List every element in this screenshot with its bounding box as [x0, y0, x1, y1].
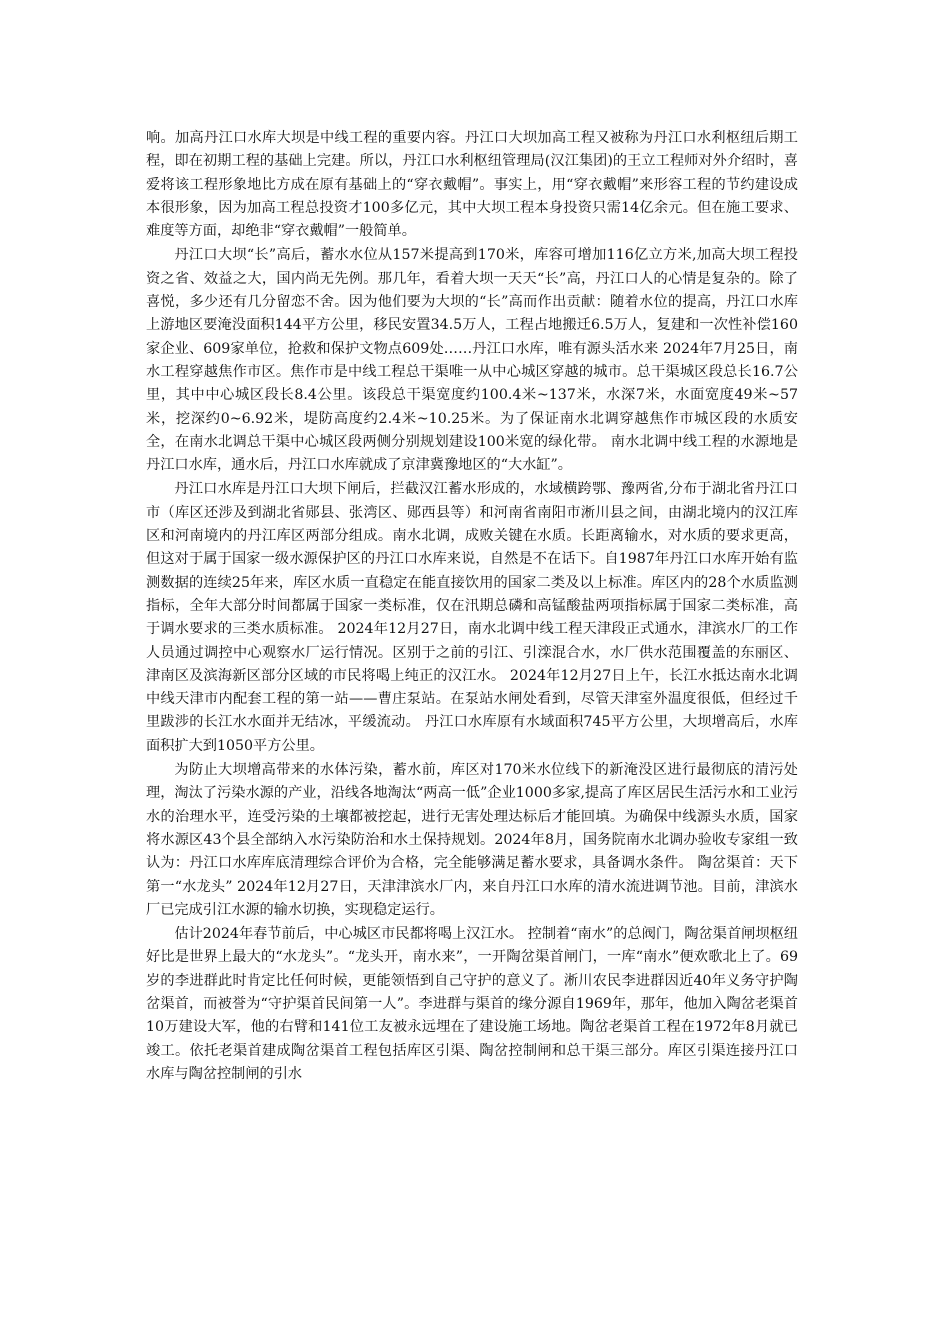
- paragraph-5: 估计2024年春节前后，中心城区市民都将喝上汉江水。 控制着“南水”的总阀门，陶岔渠首闸坝枢纽好比是世界上最大的“水龙头”。“龙头开，南水来”，一开陶岔渠首闸门，一库“南水”便欢歌北上了。69岁的李进群此时肯定比任何时候，更能领悟到自己守护的意义了。淅川农民李进群因近40年义务守护陶岔渠首，而被誉为“守护渠首民间第一人”。李进群与渠首的缘分源自1969年，那年，他加入陶岔老渠首10万建设大军，他的右臂和141位工友被永远埋在了建设施工场地。陶岔老渠首工程在1972年8月就已竣工。依托老渠首建成陶岔渠首工程包括库区引渠、陶岔控制闸和总干渠三部分。库区引渠连接丹江口水库与陶岔控制闸的引水: [146, 926, 798, 1082]
- paragraph-4: 为防止大坝增高带来的水体污染，蓄水前，库区对170米水位线下的新淹没区进行最彻底的清污处理，淘汰了污染水源的产业，沿线各地淘汰“两高一低”企业1000多家,提高了库区居民生活污水和工业污水的治理水平，连受污染的土壤都被挖起，进行无害处理达标后才能回填。为确保中线源头水质，国家将水源区43个县全部纳入水污染防治和水土保持规划。2024年8月，国务院南水北调办验收专家组一致认为：丹江口水库库底清理综合评价为合格，完全能够满足蓄水要求，具备调水条件。 陶岔渠首：天下第一“水龙头” 2024年12月27日，天津津滨水厂内，来自丹江口水库的清水流进调节池。目前，津滨水厂已完成引江水源的输水切换，实现稳定运行。: [146, 762, 798, 918]
- paragraph-3: 丹江口水库是丹江口大坝下闸后，拦截汉江蓄水形成的，水域横跨鄂、豫两省,分布于湖北省丹江口市（库区还涉及到湖北省郧县、张湾区、郧西县等）和河南省南阳市淅川县之间，由湖北境内的汉江库区和河南境内的丹江库区两部分组成。南水北调，成败关键在水质。长距离输水，对水质的要求更高，但这对于属于国家一级水源保护区的丹江口水库来说，自然是不在话下。自1987年丹江口水库开始有监测数据的连续25年来，库区水质一直稳定在能直接饮用的国家二类及以上标准。库区内的28个水质监测指标，全年大部分时间都属于国家一类标准，仅在汛期总磷和高锰酸盐两项指标属于国家二类标准，高于调水要求的三类水质标准。 2024年12月27日，南水北调中线工程天津段正式通水，津滨水厂的工作人员通过调控中心观察水厂运行情况。区别于之前的引江、引滦混合水，水厂供水范围覆盖的东丽区、津南区及滨海新区部分区域的市民将喝上纯正的汉江水。 2024年12月27日上午，长江水抵达南水北调中线天津市内配套工程的第一站——曹庄泵站。在泵站水闸处看到，尽管天津室外温度很低，但经过千里跋涉的长江水水面并无结冰，平缓流动。 丹江口水库原有水域面积745平方公里，大坝增高后，水库面积扩大到1050平方公里。: [146, 481, 798, 754]
- document-page: [146, 127, 798, 1087]
- paragraph-1: 响。加高丹江口水库大坝是中线工程的重要内容。丹江口大坝加高工程又被称为丹江口水利枢纽后期工程，即在初期工程的基础上完建。所以，丹江口水利枢纽管理局(汉江集团)的王立工程师对外介绍时，喜爱将该工程形象地比方成在原有基础上的“穿衣戴帽”。事实上，用“穿衣戴帽”来形容工程的节约建设成本很形象，因为加高工程总投资才100多亿元，其中大坝工程本身投资只需14亿余元。但在施工要求、难度等方面，却绝非“穿衣戴帽”一般简单。: [146, 130, 798, 240]
- paragraph-2: 丹江口大坝“长”高后，蓄水水位从157米提高到170米，库容可增加116亿立方米,加高大坝工程投资之省、效益之大，国内尚无先例。那几年，看着大坝一天天“长”高，丹江口人的心情是复杂的。除了喜悦，多少还有几分留恋不舍。因为他们要为大坝的“长”高而作出贡献：随着水位的提高，丹江口水库上游地区要淹没面积144平方公里，移民安置34.5万人，工程占地搬迁6.5万人，复建和一次性补偿160家企业、609家单位，抢救和保护文物点609处……丹江口水库，唯有源头活水来 2024年7月25日，南水工程穿越焦作市区。焦作市是中线工程总干渠唯一从中心城区穿越的城市。总干渠城区段总长16.7公里，其中中心城区段长8.4公里。该段总干渠宽度约100.4米~137米，水深7米，水面宽度49米~57米，挖深约0~6.92米，堤防高度约2.4米~10.25米。为了保证南水北调穿越焦作市城区段的水质安全，在南水北调总干渠中心城区段两侧分别规划建设100米宽的绿化带。 南水北调中线工程的水源地是丹江口水库，通水后，丹江口水库就成了京津冀豫地区的“大水缸”。: [146, 247, 798, 474]
